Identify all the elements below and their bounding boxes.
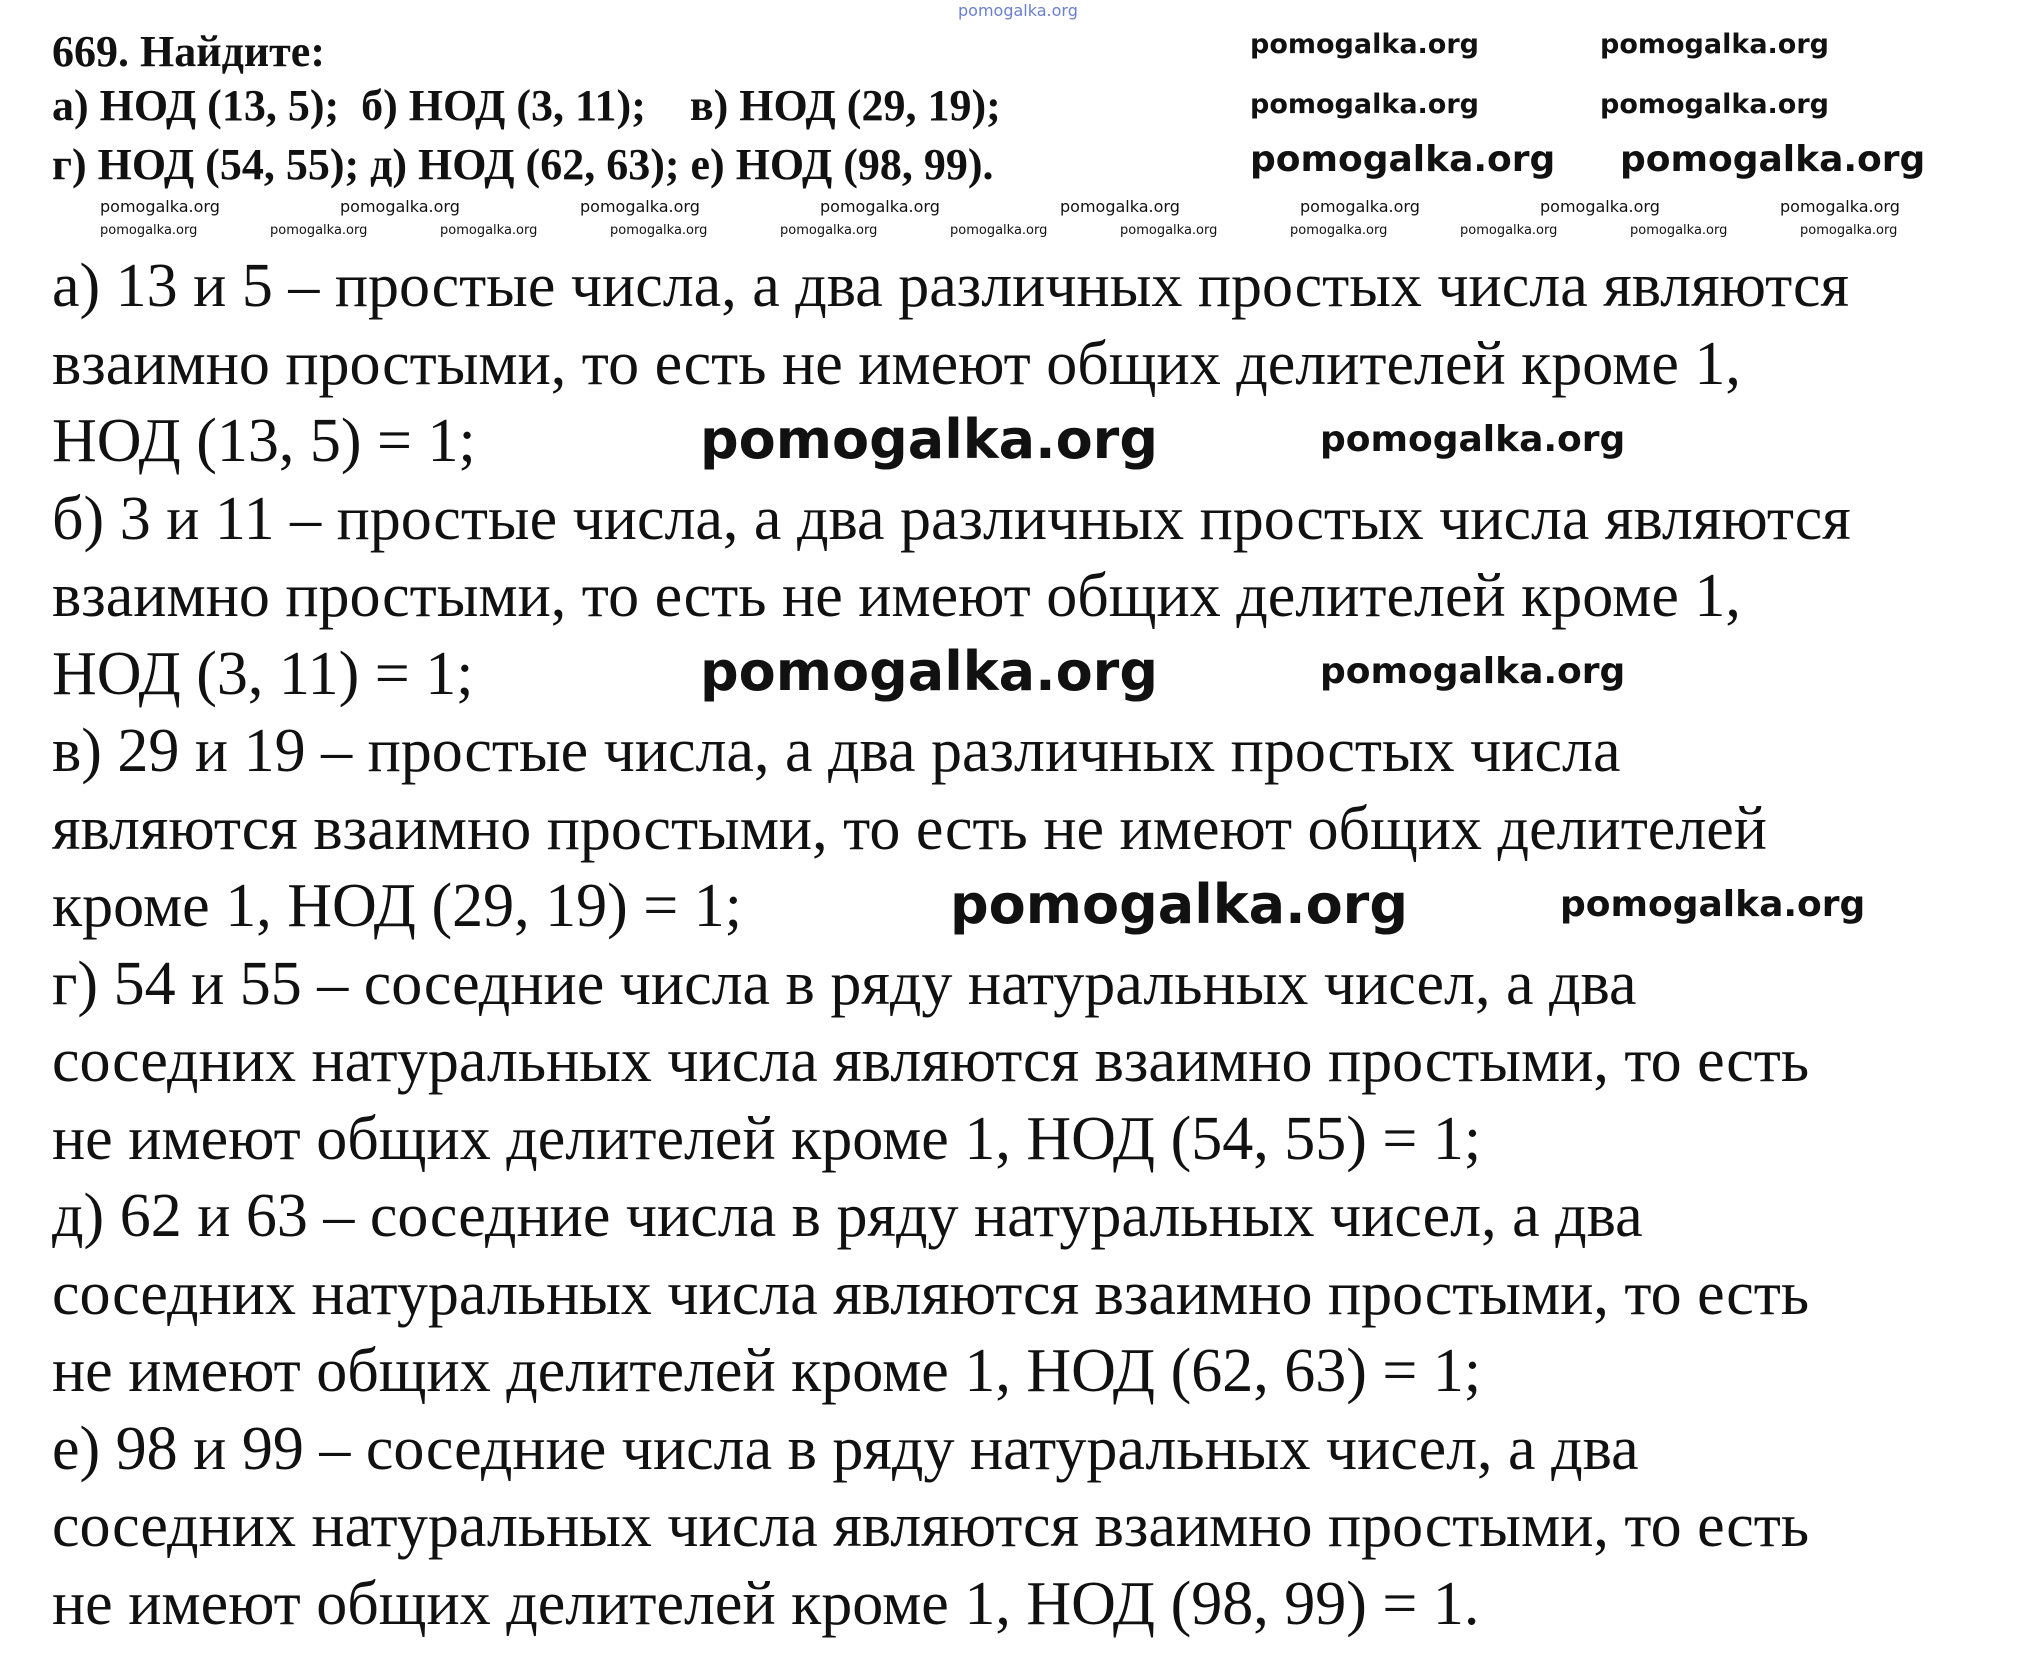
- watermark: pomogalka.org: [1630, 223, 1728, 238]
- watermark: pomogalka.org: [1560, 884, 1866, 925]
- solution-line: не имеют общих делителей кроме 1, НОД (98, 99) = 1.: [52, 1569, 1480, 1638]
- solution-line: д) 62 и 63 – соседние числа в ряду натуральных чисел, а два: [52, 1182, 1643, 1250]
- watermark: pomogalka.org: [1320, 651, 1626, 692]
- watermark: pomogalka.org: [1300, 197, 1420, 216]
- solution-line: в) 29 и 19 – простые числа, а два различных простых числа: [52, 717, 1621, 785]
- watermark: pomogalka.org: [580, 197, 700, 216]
- solution-line: г) 54 и 55 – соседние числа в ряду натуральных чисел, а два: [52, 949, 1637, 1018]
- watermark: pomogalka.org: [1460, 223, 1558, 238]
- solution-line: кроме 1, НОД (29, 19) = 1;: [52, 872, 742, 940]
- solution-line: НОД (3, 11) = 1;: [52, 639, 474, 708]
- solution-line: не имеют общих делителей кроме 1, НОД (54, 55) = 1;: [52, 1104, 1482, 1173]
- problem-line-1: а) НОД (13, 5); б) НОД (3, 11); в) НОД (29, 19);: [52, 81, 1001, 130]
- solution-line: соседних натуральных числа являются взаимно простыми, то есть: [52, 1259, 1810, 1328]
- solution-line: взаимно простыми, то есть не имеют общих делителей кроме 1,: [52, 562, 1741, 630]
- solution-line: взаимно простыми, то есть не имеют общих делителей кроме 1,: [52, 329, 1741, 398]
- watermark: pomogalka.org: [100, 223, 198, 238]
- watermark: pomogalka.org: [1060, 197, 1180, 216]
- watermark: pomogalka.org: [1780, 197, 1900, 216]
- watermark: pomogalka.org: [1600, 29, 1829, 60]
- watermark: pomogalka.org: [100, 197, 220, 216]
- watermark: pomogalka.org: [270, 223, 368, 238]
- solution-line: е) 98 и 99 – соседние числа в ряду натуральных чисел, а два: [52, 1414, 1639, 1483]
- solution-line: не имеют общих делителей кроме 1, НОД (62, 63) = 1;: [52, 1337, 1482, 1405]
- watermark: pomogalka.org: [1800, 223, 1898, 238]
- watermark: pomogalka.org: [958, 1, 1078, 20]
- watermark: pomogalka.org: [1250, 29, 1479, 60]
- watermark: pomogalka.org: [1250, 89, 1479, 120]
- solution-line: НОД (13, 5) = 1;: [52, 407, 476, 475]
- watermark: pomogalka.org: [610, 223, 708, 238]
- watermark: pomogalka.org: [700, 640, 1158, 703]
- watermark: pomogalka.org: [950, 873, 1408, 936]
- watermark: pomogalka.org: [1250, 139, 1556, 180]
- watermark: pomogalka.org: [440, 223, 538, 238]
- watermark: pomogalka.org: [700, 408, 1158, 471]
- watermark: pomogalka.org: [1540, 197, 1660, 216]
- solution-line: соседних натуральных числа являются взаимно простыми, то есть: [52, 1027, 1810, 1095]
- solution-line: а) 13 и 5 – простые числа, а два различных простых числа являются: [52, 252, 1850, 320]
- watermark: pomogalka.org: [340, 197, 460, 216]
- watermark: pomogalka.org: [820, 197, 940, 216]
- solution-line: соседних натуральных числа являются взаимно простыми, то есть: [52, 1492, 1810, 1560]
- watermark: pomogalka.org: [1600, 89, 1829, 120]
- watermark: pomogalka.org: [1320, 419, 1626, 460]
- watermark: pomogalka.org: [1120, 223, 1218, 238]
- problem-title: 669. Найдите:: [52, 27, 325, 76]
- solution-line: являются взаимно простыми, то есть не имеют общих делителей: [52, 794, 1767, 863]
- watermark: pomogalka.org: [950, 223, 1048, 238]
- watermark: pomogalka.org: [780, 223, 878, 238]
- problem-line-2: г) НОД (54, 55); д) НОД (62, 63); е) НОД (98, 99).: [52, 140, 994, 189]
- solution-line: б) 3 и 11 – простые числа, а два различных простых числа являются: [52, 484, 1851, 553]
- watermark: pomogalka.org: [1290, 223, 1388, 238]
- watermark: pomogalka.org: [1620, 139, 1926, 180]
